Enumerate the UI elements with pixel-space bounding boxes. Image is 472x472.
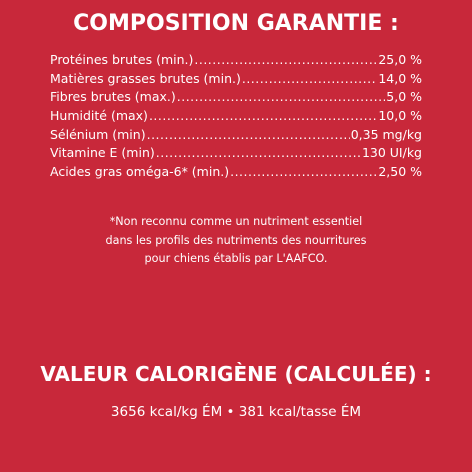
footnote-line: *Non reconnu comme un nutriment essentiel xyxy=(109,215,363,228)
calorie-content-title: VALEUR CALORIGÈNE (CALCULÉE) : xyxy=(40,362,432,386)
nutrient-value: 0,35 mg/kg xyxy=(350,126,422,142)
dot-leader xyxy=(230,163,377,182)
nutrient-row-fiber xyxy=(50,88,422,107)
nutrient-label: Fibres brutes (max.) xyxy=(50,89,176,105)
dot-leader xyxy=(194,51,377,70)
nutrient-label: Protéines brutes (min.) xyxy=(50,52,194,67)
nutrient-row-moisture xyxy=(50,107,422,126)
nutrient-row-fat xyxy=(50,70,422,89)
aafco-footnote xyxy=(0,213,472,269)
nutrient-label: Humidité (max) xyxy=(50,108,148,124)
dot-leader xyxy=(242,70,377,89)
calorie-content-value: 3656 kcal/kg ÉM • 381 kcal/tasse ÉM xyxy=(110,404,362,420)
nutrient-row-protein xyxy=(50,51,422,70)
nutrient-label: Vitamine E (min) xyxy=(50,145,155,161)
footnote-line: dans les profils des nutriments des nourritures xyxy=(105,233,367,247)
nutrient-label: Acides gras oméga-6* (min.) xyxy=(50,164,230,180)
nutrient-row-selenium xyxy=(50,126,422,145)
nutrient-row-omega-6 xyxy=(50,163,422,182)
guaranteed-analysis-title: COMPOSITION GARANTIE : xyxy=(73,11,399,36)
nutrient-value: 5,0 % xyxy=(386,89,422,105)
nutrient-value: 130 UI/kg xyxy=(361,145,422,161)
nutrient-row-vitamin-e xyxy=(50,144,422,163)
nutrient-value: 14,0 % xyxy=(378,70,422,86)
nutrient-value: 10,0 % xyxy=(378,108,422,124)
nutrient-value: 25,0 % xyxy=(378,52,422,67)
dot-leader xyxy=(149,107,377,126)
dot-leader xyxy=(147,126,350,145)
nutrient-label: Matières grasses brutes (min.) xyxy=(50,70,241,86)
guaranteed-analysis-table xyxy=(50,51,422,182)
dot-leader xyxy=(156,144,361,163)
nutrient-value: 2,50 % xyxy=(378,164,422,180)
dot-leader xyxy=(177,88,386,107)
footnote-line: pour chiens établis par L'AAFCO. xyxy=(144,252,328,265)
nutrient-label: Sélénium (min) xyxy=(50,126,146,142)
